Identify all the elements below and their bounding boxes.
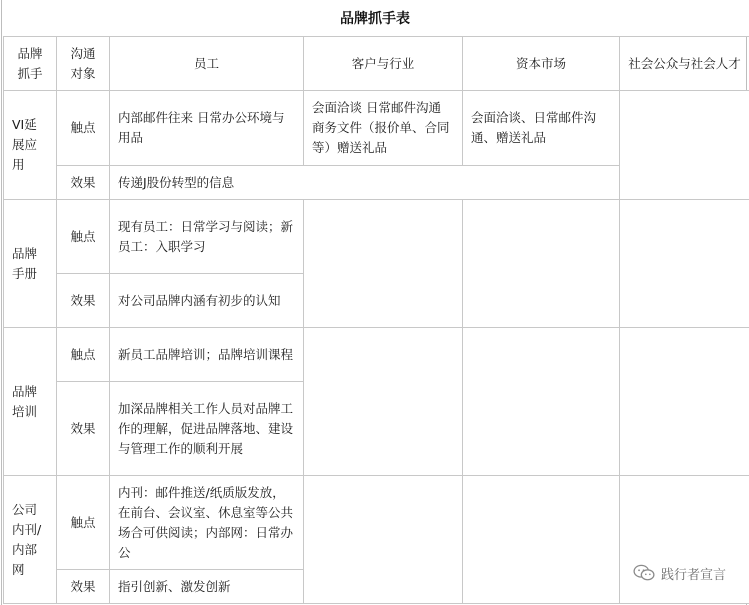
header-row: [4, 37, 749, 91]
manual-capital-cell: [463, 200, 620, 328]
row-label-journal: 公司内刊/内部网: [4, 476, 57, 604]
training-capital-cell: [463, 328, 620, 476]
manual-effect: 对公司品牌内涵有初步的认知: [110, 274, 304, 328]
touch-label: 触点: [57, 200, 110, 274]
touch-label: 触点: [57, 328, 110, 382]
journal-clients-cell: [304, 476, 463, 604]
header-clients: 客户与行业: [304, 37, 463, 91]
effect-label: 效果: [57, 382, 110, 476]
touch-label: 触点: [57, 476, 110, 570]
header-target: 沟通对象: [57, 37, 110, 91]
vi-capital-touch: 会面洽谈、日常邮件沟通、赠送礼品: [463, 91, 620, 166]
header-public: 社会公众与社会人才: [620, 37, 749, 91]
brand-handle-table: [3, 36, 749, 604]
wechat-icon: [633, 564, 655, 582]
watermark: [633, 562, 726, 584]
row-label-training: 品牌培训: [4, 328, 57, 476]
effect-label: 效果: [57, 570, 110, 604]
training-clients-cell: [304, 328, 463, 476]
header-handle: 品牌抓手: [4, 37, 57, 91]
vi-employees-touch: 内部邮件往来 日常办公环境与用品: [110, 91, 304, 166]
effect-label: 效果: [57, 274, 110, 328]
journal-public-cell: [620, 476, 749, 604]
journal-effect: 指引创新、激发创新: [110, 570, 304, 604]
journal-employees-touch: 内刊：邮件推送/纸质版发放，在前台、会议室、休息室等公共场合可供阅读；内部网：日常办公: [110, 476, 304, 570]
table-title: 品牌抓手表: [2, 0, 748, 36]
vi-clients-touch: 会面洽谈 日常邮件沟通 商务文件（报价单、合同等）赠送礼品: [304, 91, 463, 166]
row-label-manual: 品牌手册: [4, 200, 57, 328]
row-label-vi: VI延展应用: [4, 91, 57, 200]
manual-clients-cell: [304, 200, 463, 328]
training-public-cell: [620, 328, 749, 476]
document-frame: [1, 0, 747, 605]
watermark-text: 践行者宣言: [660, 567, 726, 583]
touch-label: 触点: [57, 91, 110, 166]
journal-capital-cell: [463, 476, 620, 604]
effect-label: 效果: [57, 166, 110, 200]
table-row: [4, 476, 749, 570]
header-capital: 资本市场: [463, 37, 620, 91]
manual-public-cell: [620, 200, 749, 328]
vi-public-cell: [620, 91, 749, 200]
table-row: [4, 200, 749, 274]
vi-effect: 传递J股份转型的信息: [110, 166, 620, 200]
header-employees: 员工: [110, 37, 304, 91]
manual-employees-touch: 现有员工：日常学习与阅读；新员工：入职学习: [110, 200, 304, 274]
training-employees-touch: 新员工品牌培训；品牌培训课程: [110, 328, 304, 382]
table-row: [4, 91, 749, 166]
training-effect: 加深品牌相关工作人员对品牌工作的理解，促进品牌落地、建设与管理工作的顺利开展: [110, 382, 304, 476]
table-row: [4, 328, 749, 382]
